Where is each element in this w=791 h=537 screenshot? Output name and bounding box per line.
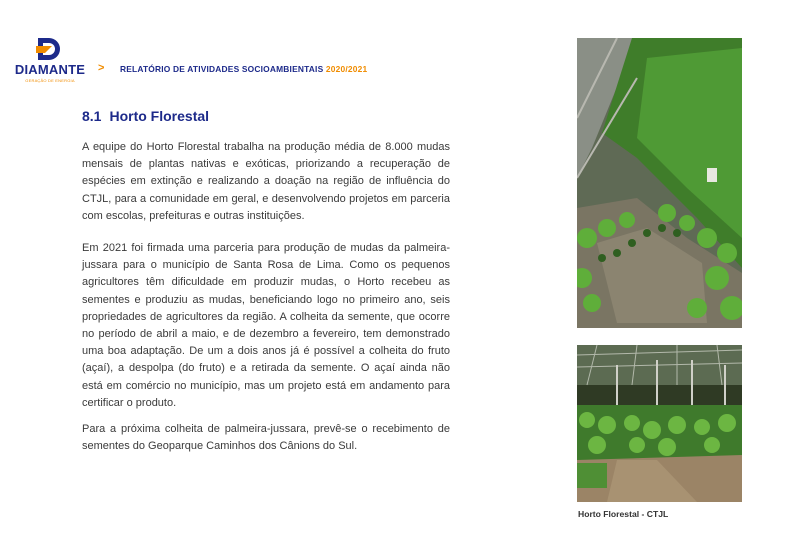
section-title: Horto Florestal: [109, 108, 210, 124]
paragraph-partnership: Em 2021 foi firmada uma parceria para produção de mudas da palmeira-jussara para o município de Santa Rosa de Lima. Como os pequenos agricultores têm dificuldade em produzir mudas, o Horto recebeu as sementes e produziu as mudas, beneficiando logo no primeiro ano, seis propriedades de agricultores da região. A colheita da semente, que ocorre no período de abril a maio, e de dezembro a fevereiro, tem demonstrado uma boa adaptação. De um a dois anos já é possível a colheita do fruto (açaí), a despolpa (do fruto) e a retirada da semente. O açaí ainda não está em comércio no município, mas um projeto está em andamento para certificar o produto.: [82, 242, 450, 409]
breadcrumb-title: RELATÓRIO DE ATIVIDADES SOCIOAMBIENTAIS: [120, 64, 324, 74]
company-logo: [14, 36, 86, 94]
diamante-logo-icon: [34, 36, 66, 62]
greenhouse-photo: [577, 345, 742, 502]
breadcrumb-year: 2020/2021: [325, 64, 368, 74]
photo-caption: Horto Florestal - CTJL: [578, 509, 669, 519]
nursery-seedlings-photo: [577, 38, 742, 328]
logo-subtitle: GERAÇÃO DE ENERGIA: [25, 78, 75, 83]
logo-name: DIAMANTE: [14, 62, 86, 77]
breadcrumb: [120, 64, 367, 74]
paragraph-next-harvest: Para a próxima colheita de palmeira-jussara, prevê-se o recebimento de sementes do Geoparque Caminhos dos Cânions do Sul.: [82, 423, 450, 453]
paragraph-intro: A equipe do Horto Florestal trabalha na produção média de 8.000 mudas mensais de plantas nativas e exóticas, priorizando a recuperação de espécies em extinção e realizando a doação na região de influência do CTJL, para a comunidade em geral, e desenvolvendo projetos em parceria com escolas, prefeituras e outras instituições.: [82, 141, 450, 222]
breadcrumb-separator: >: [98, 62, 105, 74]
section-number: 8.1: [82, 108, 102, 124]
section-heading: [82, 108, 209, 124]
